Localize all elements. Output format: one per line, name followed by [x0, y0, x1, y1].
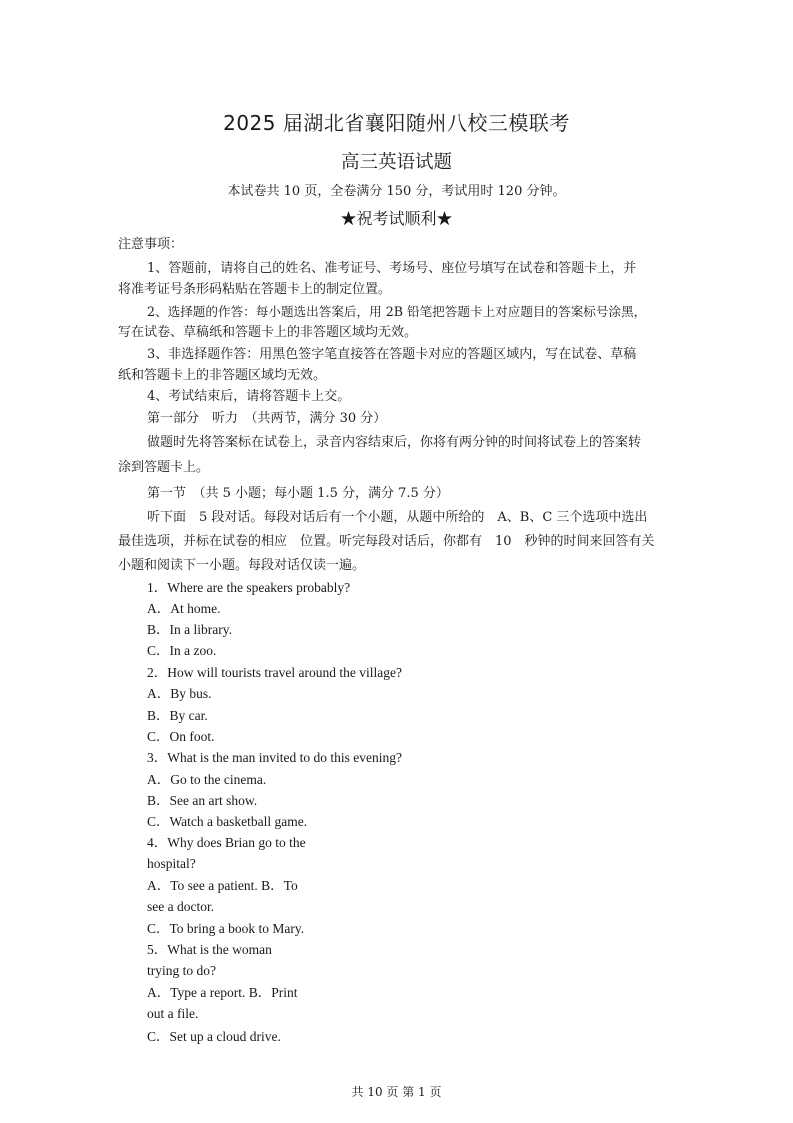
- part1-heading: 第一部分 听力 （共两节，满分 30 分）: [147, 411, 387, 426]
- question-5-options-ab-line-1: A．Type a report. B．Print: [147, 985, 298, 1000]
- note-item-3-line-2: 纸和答题卡上的非答题区域均无效。: [118, 368, 327, 383]
- question-5-line-1: 5．What is the woman: [147, 942, 272, 957]
- question-3: 3．What is the man invited to do this evening?: [147, 750, 402, 765]
- question-2-option-b: B．By car.: [147, 708, 208, 723]
- question-3-option-c: C．Watch a basketball game.: [147, 814, 308, 829]
- question-1-option-a: A．At home.: [147, 601, 221, 616]
- exam-info: 本试卷共 10 页，全卷满分 150 分，考试用时 120 分钟。: [227, 184, 566, 199]
- question-3-option-b: B．See an art show.: [147, 793, 258, 808]
- question-5-line-2: trying to do?: [147, 963, 216, 978]
- note-item-3-line-1: 3、非选择题作答：用黑色签字笔直接答在答题卡对应的答题区域内，写在试卷、草稿: [147, 347, 637, 362]
- exam-title: 2025 届湖北省襄阳随州八校三模联考: [223, 111, 570, 135]
- part1-instruction-line-2: 涂到答题卡上。: [118, 460, 210, 475]
- question-1-option-b: B．In a library.: [147, 622, 232, 637]
- question-3-option-a: A．Go to the cinema.: [147, 772, 267, 787]
- question-1-option-c: C．In a zoo.: [147, 643, 217, 658]
- question-4-option-c: C．To bring a book to Mary.: [147, 921, 305, 936]
- note-item-2-line-1: 2、选择题的作答：每小题选出答案后，用 2B 铅笔把答题卡上对应题目的答案标号涂黑，: [147, 304, 647, 319]
- question-4-options-ab-line-1: A．To see a patient. B．To: [147, 878, 298, 893]
- question-5-options-ab-line-2: out a file.: [147, 1006, 199, 1021]
- page-footer: 共 10 页 第 1 页: [351, 1085, 442, 1099]
- note-item-2-line-2: 写在试卷、草稿纸和答题卡上的非答题区域均无效。: [118, 325, 418, 340]
- exam-subtitle: 高三英语试题: [340, 152, 452, 173]
- question-5-option-c: C．Set up a cloud drive.: [147, 1029, 281, 1044]
- question-4-line-1: 4．Why does Brian go to the: [147, 835, 306, 850]
- note-item-1-line-2: 将准考证号条形码粘贴在答题卡上的制定位置。: [118, 282, 392, 297]
- part1-instruction-line-1: 做题时先将答案标在试卷上，录音内容结束后，你将有两分钟的时间将试卷上的答案转: [147, 435, 642, 450]
- note-item-1-line-1: 1、答题前，请将自己的姓名、准考证号、考场号、座位号填写在试卷和答题卡上，并: [147, 261, 637, 276]
- question-2-option-a: A．By bus.: [147, 686, 212, 701]
- question-1: 1．Where are the speakers probably?: [147, 580, 351, 595]
- section1-instruction-line-3: 小题和阅读下一小题。每段对话仅读一遍。: [118, 558, 366, 573]
- question-4-options-ab-line-2: see a doctor.: [147, 899, 215, 914]
- question-4-line-2: hospital?: [147, 856, 196, 871]
- notes-heading: 注意事项：: [118, 237, 184, 252]
- note-item-4: 4、考试结束后，请将答题卡上交。: [147, 389, 351, 404]
- section1-heading: 第一节 （共 5 小题；每小题 1.5 分，满分 7.5 分）: [147, 486, 449, 501]
- section1-instruction-line-1: 听下面 5 段对话。每段对话后有一个小题，从题中所给的 A、B、C 三个选项中选出: [147, 510, 648, 525]
- good-luck-line: ★祝考试顺利★: [340, 209, 453, 228]
- section1-instruction-line-2: 最佳选项，并标在试卷的相应 位置。听完每段对话后，你都有 10 秒钟的时间来回答有关: [118, 534, 655, 549]
- question-2-option-c: C．On foot.: [147, 729, 215, 744]
- question-2: 2．How will tourists travel around the village?: [147, 665, 402, 680]
